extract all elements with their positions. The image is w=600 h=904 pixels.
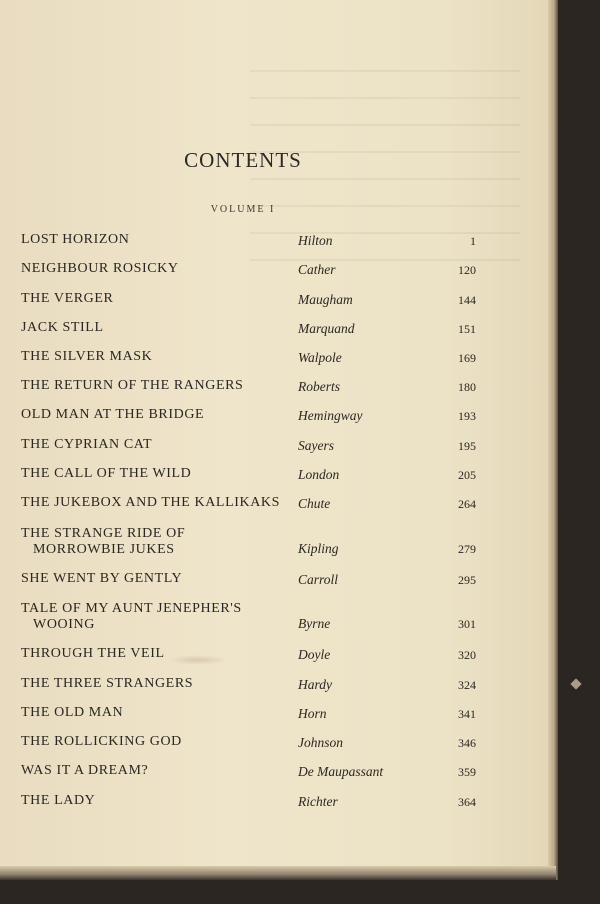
- toc-entry: [0, 437, 556, 459]
- entry-title-line: THE OLD MAN: [21, 705, 124, 720]
- toc-entry: [0, 601, 556, 632]
- entry-author: Walpole: [298, 350, 342, 365]
- entry-page-number: 180: [458, 380, 476, 394]
- page-title: CONTENTS: [184, 148, 302, 172]
- toc-entry: [0, 793, 556, 815]
- entry-author: Doyle: [298, 647, 331, 662]
- entry-page-number: 346: [458, 736, 476, 750]
- entry-title-line: THE CALL OF THE WILD: [21, 466, 192, 481]
- entry-title-line: WAS IT A DREAM?: [21, 763, 149, 778]
- toc-entry: [0, 705, 556, 727]
- entry-author: Roberts: [298, 379, 340, 394]
- toc-entry: [0, 232, 556, 254]
- entry-page-number: 359: [458, 765, 476, 779]
- toc-entry: [0, 495, 556, 517]
- toc-entry: [0, 320, 556, 342]
- entry-title: [21, 526, 185, 558]
- entry-author: Richter: [298, 794, 338, 809]
- entry-author: Cather: [298, 262, 336, 277]
- entry-title: [21, 705, 123, 721]
- entry-author: Hemingway: [298, 408, 363, 423]
- entry-title: [21, 407, 204, 423]
- entry-title: [21, 646, 165, 662]
- entry-title-line: OLD MAN AT THE BRIDGE: [21, 407, 205, 422]
- cover-mark: [570, 678, 581, 689]
- entry-title-line: THROUGH THE VEIL: [21, 646, 165, 661]
- entry-title: [21, 793, 95, 809]
- entry-page-number: 341: [458, 707, 476, 721]
- entry-title-line: THE STRANGE RIDE OF: [21, 526, 186, 541]
- entry-page-number: 193: [458, 409, 476, 423]
- entry-title-continuation: WOOING: [33, 617, 95, 632]
- toc-entry: [0, 261, 556, 283]
- entry-author: Johnson: [298, 735, 343, 750]
- entry-page-number: 151: [458, 322, 476, 336]
- entry-page-number: 295: [458, 573, 476, 587]
- entry-page-number: 364: [458, 795, 476, 809]
- toc-entry: [0, 349, 556, 371]
- entry-title: [21, 571, 182, 587]
- entry-title: [21, 466, 191, 482]
- entry-title: [21, 734, 182, 750]
- entry-title: [21, 495, 280, 511]
- entry-page-number: 279: [458, 542, 476, 556]
- toc-entry: [0, 291, 556, 313]
- toc-entry: [0, 407, 556, 429]
- toc-entry: [0, 466, 556, 488]
- entry-title-line: THE CYPRIAN CAT: [21, 437, 153, 452]
- entry-page-number: 144: [458, 293, 476, 307]
- toc-entry: [0, 526, 556, 557]
- entry-author: De Maupassant: [298, 764, 384, 779]
- entry-page-number: 169: [458, 351, 476, 365]
- entry-title: [21, 437, 152, 453]
- entry-title-line: THE THREE STRANGERS: [21, 676, 194, 691]
- entry-page-number: 320: [458, 648, 476, 662]
- entry-page-number: 205: [458, 468, 476, 482]
- volume-label: VOLUME I: [210, 204, 276, 215]
- toc-entry: [0, 646, 556, 668]
- entry-title-line: TALE OF MY AUNT JENEPHER'S: [21, 601, 242, 616]
- entry-title: [21, 232, 129, 248]
- entry-author: Hilton: [298, 233, 333, 248]
- entry-author: Sayers: [298, 438, 334, 453]
- entry-author: Hardy: [298, 677, 332, 692]
- entry-page-number: 324: [458, 678, 476, 692]
- entry-title-line: NEIGHBOUR ROSICKY: [21, 261, 179, 276]
- entry-title-line: THE ROLLICKING GOD: [21, 734, 182, 749]
- entry-author: Chute: [298, 496, 331, 511]
- entry-page-number: 264: [458, 497, 476, 511]
- entry-author: Kipling: [298, 541, 339, 556]
- entry-author: Byrne: [298, 616, 331, 631]
- toc-entry: [0, 676, 556, 698]
- toc-entry: [0, 378, 556, 400]
- entry-title: [21, 349, 152, 365]
- entry-author: Carroll: [298, 572, 339, 587]
- page-edge-bottom: [0, 866, 556, 880]
- entry-title: [21, 378, 243, 394]
- entry-title-line: THE SILVER MASK: [21, 349, 153, 364]
- toc-entry: [0, 734, 556, 756]
- entry-title: [21, 320, 104, 336]
- entry-title-line: THE VERGER: [21, 291, 114, 306]
- toc-entry: [0, 571, 556, 593]
- entry-title: [21, 291, 113, 307]
- entry-title: [21, 763, 148, 779]
- entry-title-line: THE LADY: [21, 793, 96, 808]
- entry-page-number: 301: [458, 617, 476, 631]
- entry-author: London: [298, 467, 340, 482]
- entry-title: [21, 676, 193, 692]
- toc-entry: [0, 763, 556, 785]
- entry-author: Marquand: [298, 321, 355, 336]
- entry-page-number: 1: [470, 234, 476, 248]
- entry-author: Horn: [298, 706, 327, 721]
- entry-title-line: THE RETURN OF THE RANGERS: [21, 378, 244, 393]
- entry-title-line: THE JUKEBOX AND THE KALLIKAKS: [21, 495, 281, 510]
- entry-author: Maugham: [298, 292, 353, 307]
- smudge-mark: [168, 655, 228, 665]
- entry-title-line: SHE WENT BY GENTLY: [21, 571, 183, 586]
- page-edge-right: [548, 0, 558, 880]
- entry-title-continuation: MORROWBIE JUKES: [33, 542, 175, 557]
- entry-title-line: JACK STILL: [21, 320, 104, 335]
- entry-page-number: 195: [458, 439, 476, 453]
- entry-page-number: 120: [458, 263, 476, 277]
- entry-title-line: LOST HORIZON: [21, 232, 130, 247]
- entry-title: [21, 601, 242, 633]
- entry-title: [21, 261, 179, 277]
